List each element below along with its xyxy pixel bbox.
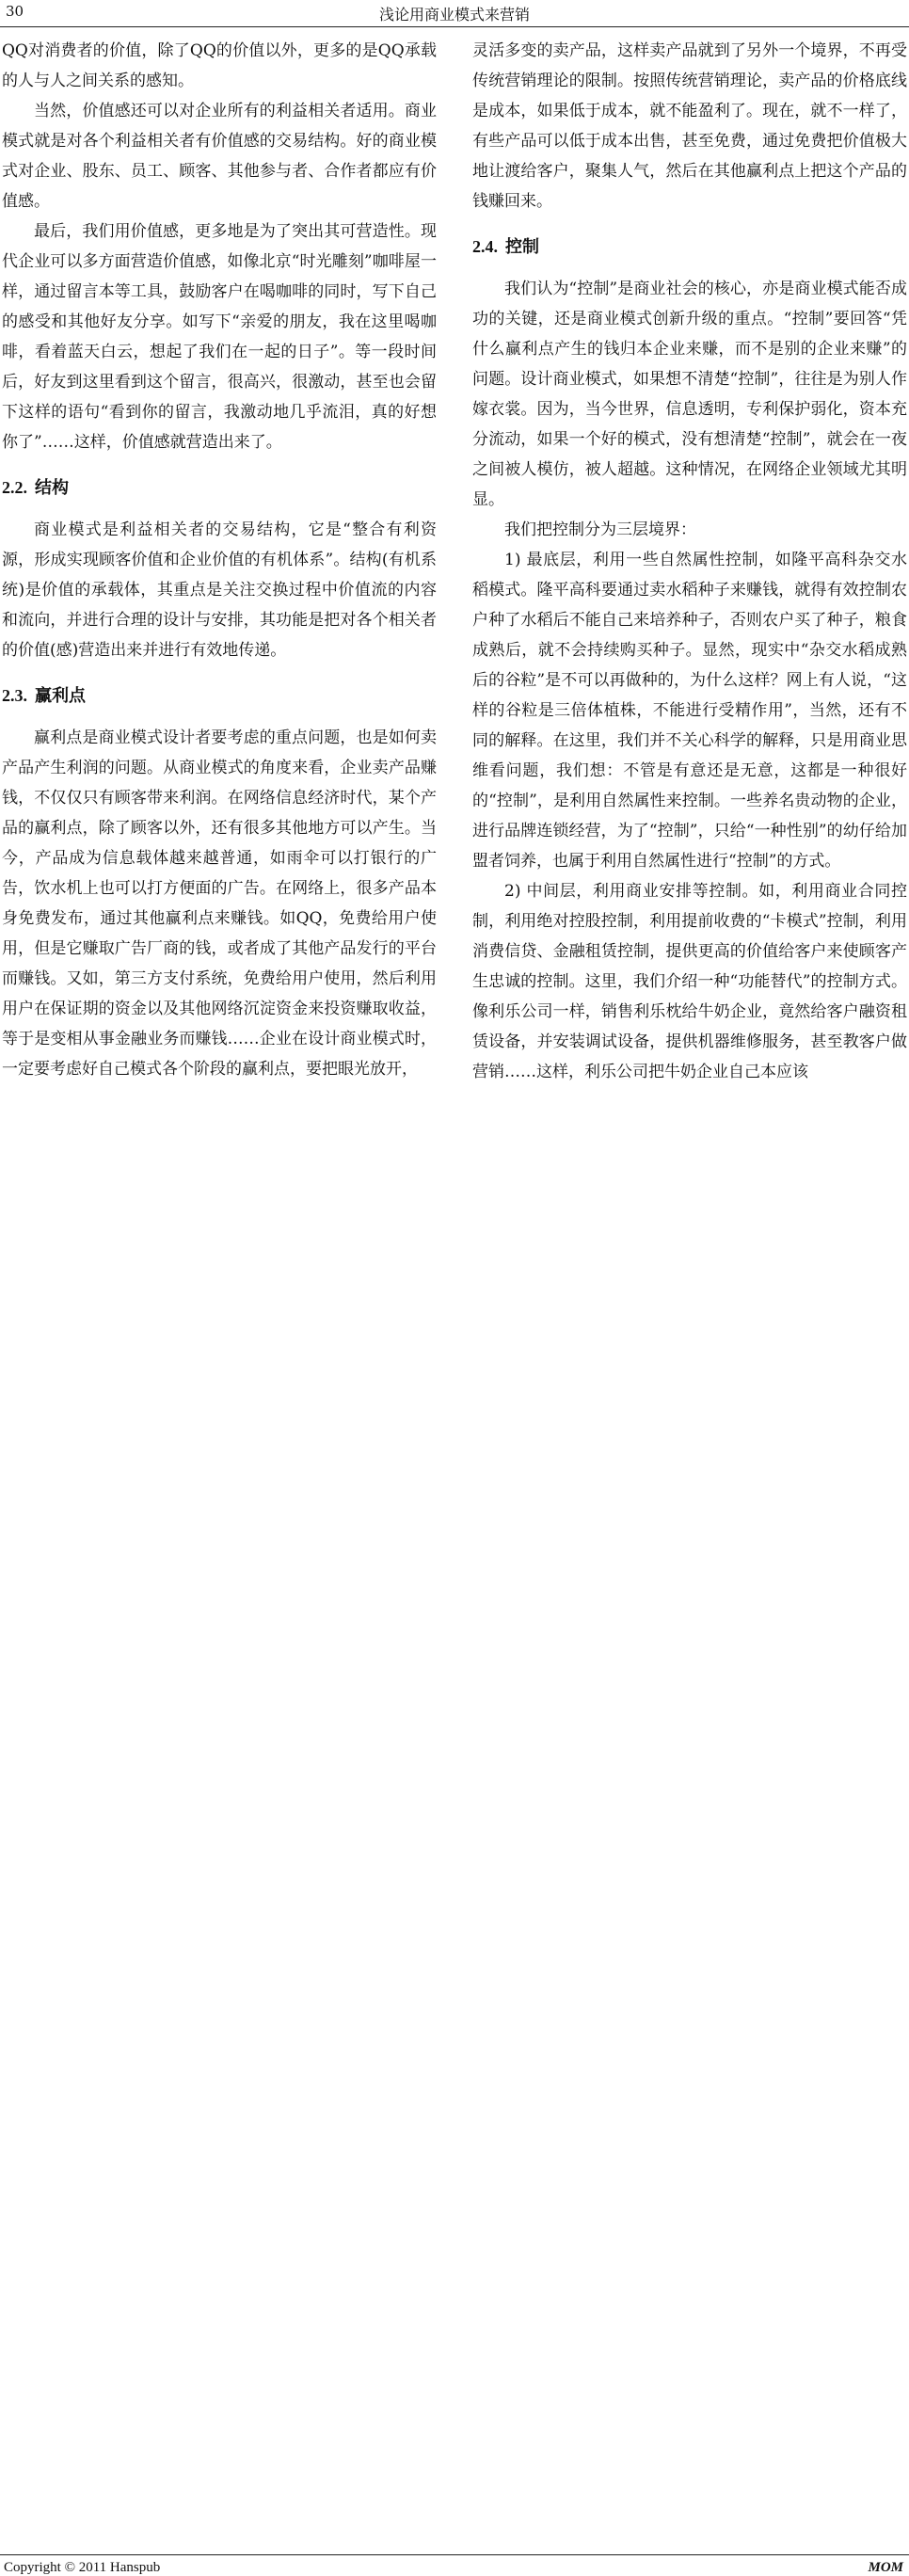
paragraph: 赢利点是商业模式设计者要考虑的重点问题，也是如何卖产品产生利润的问题。从商业模式的角度来看，企业卖产品赚钱，不仅仅只有顾客带来利润。在网络信息经济时代，某个产品的赢利点，除了顾客以外，还有很多其他地方可以产生。当今，产品成为信息载体越来越普通，如雨伞可以打银行的广告，饮水机上也可以打方便面的广告。在网络上，很多产品本身免费发布，通过其他赢利点来赚钱。如QQ，免费给用户使用，但是它赚取广告厂商的钱，或者成了其他产品发行的平台而赚钱。又如，第三方支付系统，免费给用户使用，然后利用用户在保证期的资金以及其他网络沉淀资金来投资赚取收益，等于是变相从事金融业务而赚钱……企业在设计商业模式时，一定要考虑好自己模式各个阶段的赢利点，要把眼光放开， [2,728,437,1079]
journal-abbrev: MOM [868,2560,903,2575]
paragraph: 2) 中间层，利用商业安排等控制。如，利用商业合同控制，利用绝对控股控制，利用提前收费的“卡模式”控制，利用消费信贷、金融租赁控制，提供更高的价值给客户来使顾客产生忠诚的控制。这里，我们介绍一种“功能替代”的控制方式。像利乐公司一样，销售利乐枕给牛奶企业，竟然给客户融资租赁设备，并安装调试设备，提供机器维修服务，甚至教客户做营销……这样，利乐公司把牛奶企业自己本应该 [472,882,907,1081]
paragraph: 最后，我们用价值感，更多地是为了突出其可营造性。现代企业可以多方面营造价值感，如像北京“时光雕刻”咖啡屋一样，通过留言本等工具，鼓励客户在喝咖啡的同时，写下自己的感受和其他好友分享。如写下“亲爱的朋友，我在这里喝咖啡，看着蓝天白云，想起了我们在一起的日子”。等一段时间后，好友到这里看到这个留言，很高兴，很激动，甚至也会留下这样的语句“看到你的留言，我激动地几乎流泪，真的好想你了”……这样，价值感就营造出来了。 [2,222,437,452]
left-column [2,36,437,1278]
paragraph: 灵活多变的卖产品，这样卖产品就到了另外一个境界，不再受传统营销理论的限制。按照传统营销理论，卖产品的价格底线是成本，如果低于成本，就不能盈利了。现在，就不一样了，有些产品可以低于成本出售，甚至免费，通过免费把价值极大地让渡给客户，聚集人气，然后在其他赢利点上把这个产品的钱赚回来。 [472,41,907,211]
header-rule [0,26,909,27]
right-column [472,36,907,1278]
page-header [0,0,909,28]
section-heading-2-2 [2,474,437,502]
section-heading-2-4 [472,233,907,261]
page-number: 30 [6,3,24,20]
paragraph: 商业模式是利益相关者的交易结构，它是“整合有利资源，形成实现顾客价值和企业价值的有机体系”。结构(有机系统)是价值的承载体，其重点是关注交换过程中价值流的内容和流向，并进行合理的设计与安排，其功能是把对各个相关者的价值(感)营造出来并进行有效地传递。 [2,520,437,660]
footer-rule [0,2554,909,2555]
paragraph: QQ对消费者的价值，除了QQ的价值以外，更多的是QQ承载的人与人之间关系的感知。 [2,41,437,90]
page-footer [0,1276,909,2575]
section-title: 控制 [505,237,539,257]
copyright: Copyright © 2011 Hanspub [4,2560,161,2575]
section-number: 2.2. [2,478,27,497]
paragraph: 我们认为“控制”是商业社会的核心，亦是商业模式能否成功的关键，还是商业模式创新升级的重点。“控制”要回答“凭什么赢利点产生的钱归本企业来赚，而不是别的企业来赚”的问题。设计商业模式，如果想不清楚“控制”，往往是为别人作嫁衣裳。因为，当今世界，信息透明，专利保护弱化，资本充分流动，如果一个好的模式，没有想清楚“控制”，就会在一夜之间被人模仿，被人超越。这种情况，在网络企业领域尤其明显。 [472,280,907,509]
section-heading-2-3 [2,682,437,710]
section-title: 结构 [35,478,69,498]
paragraph: 当然，价值感还可以对企业所有的利益相关者适用。商业模式就是对各个利益相关者有价值感的交易结构。好的商业模式对企业、股东、员工、顾客、其他参与者、合作者都应有价值感。 [2,102,437,211]
section-number: 2.3. [2,686,27,705]
section-title: 赢利点 [35,686,86,706]
paragraph: 1) 最底层，利用一些自然属性控制，如隆平高科杂交水稻模式。隆平高科要通过卖水稻种子来赚钱，就得有效控制农户种了水稻后不能自己来培养种子，否则农户买了种子，粮食成熟后，就不会持续购买种子。显然，现实中“杂交水稻成熟后的谷粒”是不可以再做种的，为什么这样？网上有人说，“这样的谷粒是三倍体植株，不能进行受精作用”，当然，还有不同的解释。在这里，我们并不关心科学的解释，只是用商业思维看问题，我们想：不管是有意还是无意，这都是一种很好的“控制”，是利用自然属性来控制。一些养名贵动物的企业，进行品牌连锁经营，为了“控制”，只给“一种性别”的幼仔给加盟者饲养，也属于利用自然属性进行“控制”的方式。 [472,551,907,871]
section-number: 2.4. [472,237,498,256]
paragraph: 我们把控制分为三层境界： [504,520,696,539]
running-title: 浅论用商业模式来营销 [378,6,530,24]
